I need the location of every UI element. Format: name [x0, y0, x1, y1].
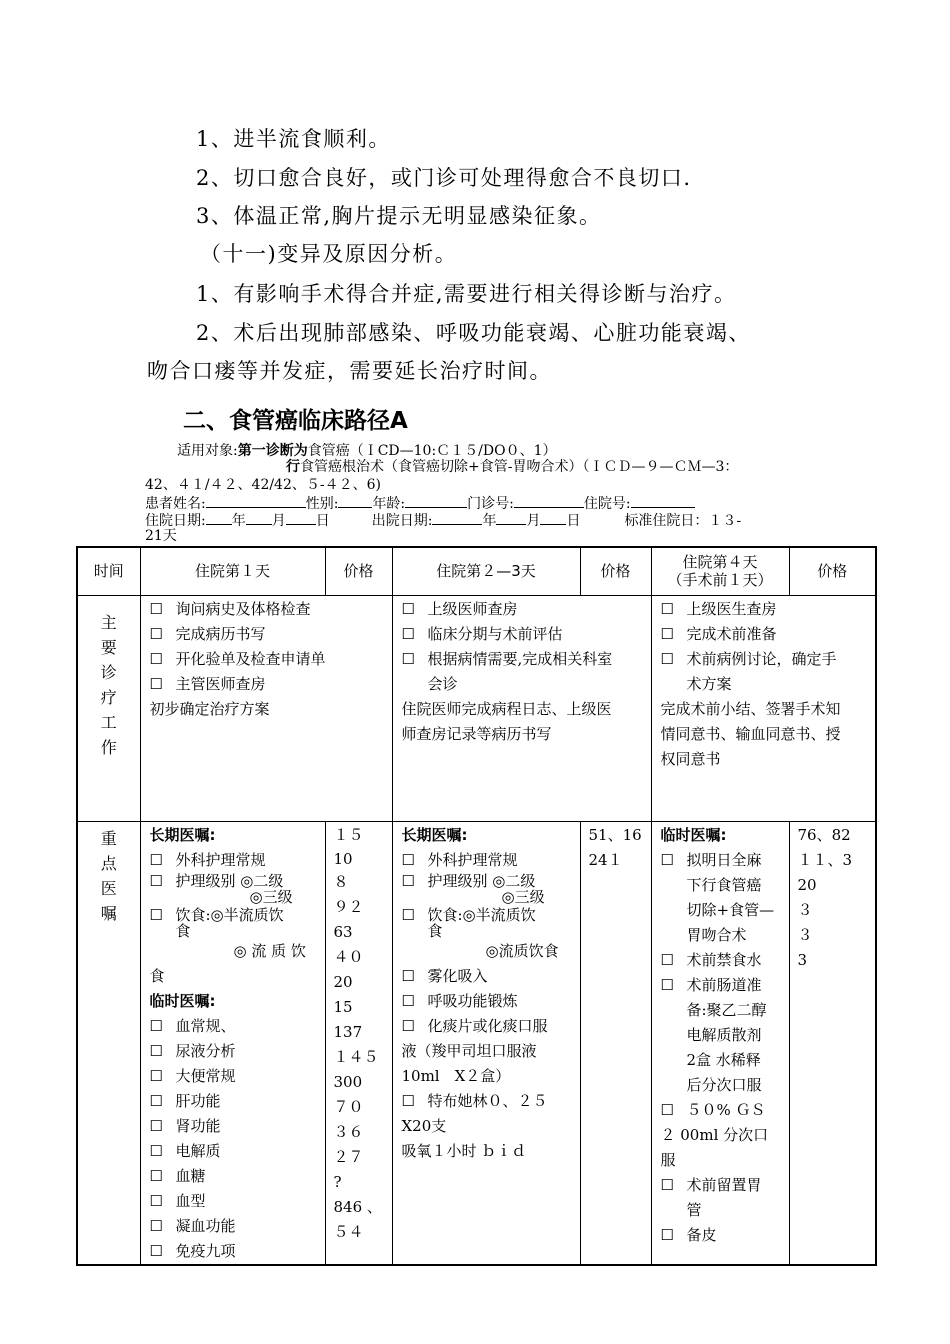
inpatient-no-field[interactable] [631, 494, 695, 508]
temp-order-label: 临时医嘱: [660, 825, 727, 844]
day1-price-cell [325, 821, 392, 1265]
text-line: 师查房记录等病历书写 [401, 724, 552, 743]
long-order-label: 长期医嘱: [401, 825, 468, 844]
text-line: 术方案 [686, 674, 732, 693]
checkbox-item[interactable]: ☐ 尿液分析 [149, 1041, 236, 1060]
paragraph-4: （十一)变异及原因分析。 [200, 242, 458, 266]
text-line: ◎ 流 质 饮 [233, 941, 306, 960]
clinic-no-field[interactable] [514, 494, 584, 508]
header-day2-3: 住院第２—3天 [392, 547, 580, 595]
meta-line-3: 42、４１/４２、42/42、５-４２、6) [145, 477, 381, 493]
price-value: 300 [333, 1072, 363, 1091]
checkbox-item[interactable]: ☐ 血型 [149, 1191, 206, 1210]
price-value: １５ [333, 825, 364, 844]
price-value: １１、3 [797, 850, 853, 869]
checkbox-item[interactable]: ☐ 雾化吸入 [401, 966, 488, 985]
paragraph-2: 2、切口愈合良好，或门诊可处理得愈合不良切口. [196, 166, 692, 190]
text-line: ◎三级 [249, 887, 293, 906]
checkbox-item[interactable]: ☐ 主管医师查房 [149, 674, 266, 693]
checkbox-item[interactable]: ☐ 开化验单及检查申请单 [149, 649, 326, 668]
text-line: 食 [427, 921, 443, 940]
price-value: 15 [333, 997, 353, 1016]
day2-work-cell [392, 595, 651, 821]
checkbox-item[interactable]: ☐ 化痰片或化痰口服 [401, 1016, 548, 1035]
price-value: 3 [797, 950, 808, 969]
checkbox-item[interactable]: ☐ 完成病历书写 [149, 624, 266, 643]
temp-order-label: 临时医嘱: [149, 991, 216, 1010]
price-value: ３ [797, 925, 813, 944]
date-info-line: 住院日期: 年 月 日 出院日期: 年 月 日 标准住院日：１３- [145, 513, 742, 529]
checkbox-item[interactable]: ☐ 血糖 [149, 1166, 206, 1185]
text-line: 后分次口服 [686, 1075, 762, 1094]
day4-orders-cell [651, 821, 789, 1265]
long-order-label: 长期医嘱: [149, 825, 216, 844]
checkbox-item[interactable]: ☐ 血常规、 [149, 1016, 236, 1035]
price-value: ９２ [333, 897, 364, 916]
text-line: 胃吻合术 [686, 925, 747, 944]
day2-price-cell [580, 821, 651, 1265]
text-line: 完成术前小结、签署手术知 [660, 699, 841, 718]
checkbox-item[interactable]: ☐ 电解质 [149, 1141, 221, 1160]
day1-work-cell [140, 595, 392, 821]
paragraph-1: 1、进半流食顺利。 [196, 127, 391, 151]
text-line: 情同意书、输血同意书、授 [660, 724, 841, 743]
checkbox-item[interactable]: ☐ 免疫九项 [149, 1241, 236, 1260]
checkbox-item[interactable]: ☐ 上级医师查房 [401, 599, 518, 618]
text-line: X20支 [401, 1116, 447, 1135]
patient-info-line: 患者姓名: 性别: 年龄: 门诊号: 住院号: [145, 494, 695, 512]
price-value: 76、82 [797, 825, 851, 844]
gender-field[interactable] [338, 494, 372, 508]
header-row [77, 547, 876, 595]
price-value: 20 [797, 875, 817, 894]
day4-work-cell [651, 595, 876, 821]
price-value: ５４ [333, 1222, 364, 1241]
text-line: 食 [175, 921, 191, 940]
main-work-row [77, 595, 876, 821]
price-value: ３ [797, 900, 813, 919]
checkbox-item[interactable]: ☐ 上级医生查房 [660, 599, 777, 618]
day1-orders-cell [140, 821, 325, 1265]
checkbox-item[interactable]: ☐ 护理级别 ◎二级 [401, 871, 536, 890]
checkbox-item[interactable]: ☐ 术前留置胃 [660, 1175, 762, 1194]
price-value: 846 、 [333, 1197, 382, 1216]
checkbox-item[interactable]: ☐ ５０% ＧＳ [660, 1100, 766, 1119]
text-line: ◎流质饮食 [485, 941, 559, 960]
checkbox-item[interactable]: ☐ 护理级别 ◎二级 [149, 871, 284, 890]
checkbox-item[interactable]: ☐ 拟明日全麻 [660, 850, 762, 869]
price-value: ３６ [333, 1122, 364, 1141]
price-value: 20 [333, 972, 353, 991]
meta-line-2: 行食管癌根治术（食管癌切除+食管-胃吻合术）（ＩＣＤ—９—ＣＭ—3： [286, 459, 739, 475]
key-orders-label: 重 点 医 嘱 [77, 821, 140, 1265]
checkbox-item[interactable]: ☐ 询问病史及体格检查 [149, 599, 311, 618]
text-line: 电解质散剂 [686, 1025, 762, 1044]
patient-name-field[interactable] [206, 494, 306, 508]
checkbox-item[interactable]: ☐ 根据病情需要,完成相关科室 [401, 649, 613, 668]
header-time: 时间 [77, 547, 140, 595]
checkbox-item[interactable]: ☐ 临床分期与术前评估 [401, 624, 563, 643]
price-value: 24１ [588, 850, 623, 869]
checkbox-item[interactable]: ☐ 大便常规 [149, 1066, 236, 1085]
checkbox-item[interactable]: ☐ 饮食:◎半流质饮 [149, 905, 284, 924]
text-line: 10ml X２盒） [401, 1066, 511, 1085]
header-price-2: 价格 [580, 547, 651, 595]
checkbox-item[interactable]: ☐ 外科护理常规 [149, 850, 266, 869]
checkbox-item[interactable]: ☐ 备皮 [660, 1225, 717, 1244]
price-value: ? [333, 1172, 342, 1191]
paragraph-7: 吻合口瘘等并发症，需要延长治疗时间。 [147, 359, 552, 383]
checkbox-item[interactable]: ☐ 术前肠道准 [660, 975, 762, 994]
text-line: 2盒 水稀释 [686, 1050, 761, 1069]
text-line: 吸氧１小时 ｂｉｄ [401, 1141, 527, 1160]
price-value: １４５ [333, 1047, 379, 1066]
checkbox-item[interactable]: ☐ 呼吸功能锻炼 [401, 991, 518, 1010]
paragraph-3: 3、体温正常,胸片提示无明显感染征象。 [196, 204, 602, 228]
text-line: 食 [149, 966, 165, 985]
price-value: ７０ [333, 1097, 364, 1116]
header-price-3: 价格 [789, 547, 876, 595]
checkbox-item[interactable]: ☐ 饮食:◎半流质饮 [401, 905, 536, 924]
checkbox-item[interactable]: ☐ 肾功能 [149, 1116, 221, 1135]
price-value: 51、16 [588, 825, 642, 844]
text-line: 住院医师完成病程日志、上级医 [401, 699, 612, 718]
price-value: 10 [333, 849, 353, 868]
text-line: ２ 00ml 分次口 [660, 1125, 769, 1144]
text-line: 初步确定治疗方案 [149, 699, 270, 718]
day4-price-cell [789, 821, 876, 1265]
standard-stay-cont: 21天 [145, 528, 177, 544]
key-orders-row [77, 821, 876, 1265]
checkbox-item[interactable]: ☐ 特布她林０、２５ [401, 1091, 548, 1110]
price-value: ８ [333, 872, 349, 891]
price-value: 63 [333, 922, 353, 941]
main-work-label: 主 要 诊 疗 工 作 [77, 595, 140, 821]
section-title: 二、食管癌临床路径A [183, 408, 408, 434]
day2-orders-cell [392, 821, 580, 1265]
text-line: 下行食管癌 [686, 875, 762, 894]
checkbox-item[interactable]: ☐ 外科护理常规 [401, 850, 518, 869]
header-day4: 住院第４天 （手术前１天） [651, 547, 789, 595]
checkbox-item[interactable]: ☐ 术前禁食水 [660, 950, 762, 969]
meta-line-1: 适用对象:第一诊断为食管癌（ＩCD—10:Ｃ１５/DO０、1） [177, 443, 557, 459]
checkbox-item[interactable]: ☐ 术前病例讨论，确定手 [660, 649, 837, 668]
checkbox-item[interactable]: ☐ 肝功能 [149, 1091, 221, 1110]
text-line: 会诊 [427, 674, 458, 693]
price-value: ２７ [333, 1147, 364, 1166]
checkbox-item[interactable]: ☐ 凝血功能 [149, 1216, 236, 1235]
paragraph-6: 2、术后出现肺部感染、呼吸功能衰竭、心脏功能衰竭、 [196, 321, 751, 345]
header-price-1: 价格 [325, 547, 392, 595]
text-line: 备:聚乙二醇 [686, 1000, 767, 1019]
price-value: ４０ [333, 947, 364, 966]
text-line: 管 [686, 1200, 702, 1219]
text-line: 液（羧甲司坦口服液 [401, 1041, 537, 1060]
text-line: 服 [660, 1150, 676, 1169]
text-line: ◎三级 [501, 887, 545, 906]
paragraph-5: 1、有影响手术得合并症,需要进行相关得诊断与治疗。 [196, 282, 737, 306]
text-line: 切除+食管— [686, 900, 775, 919]
price-value: 137 [333, 1022, 363, 1041]
clinical-pathway-table [76, 546, 877, 1266]
text-line: 权同意书 [660, 749, 721, 768]
header-day1: 住院第１天 [140, 547, 325, 595]
checkbox-item[interactable]: ☐ 完成术前准备 [660, 624, 777, 643]
age-field[interactable] [405, 494, 467, 508]
